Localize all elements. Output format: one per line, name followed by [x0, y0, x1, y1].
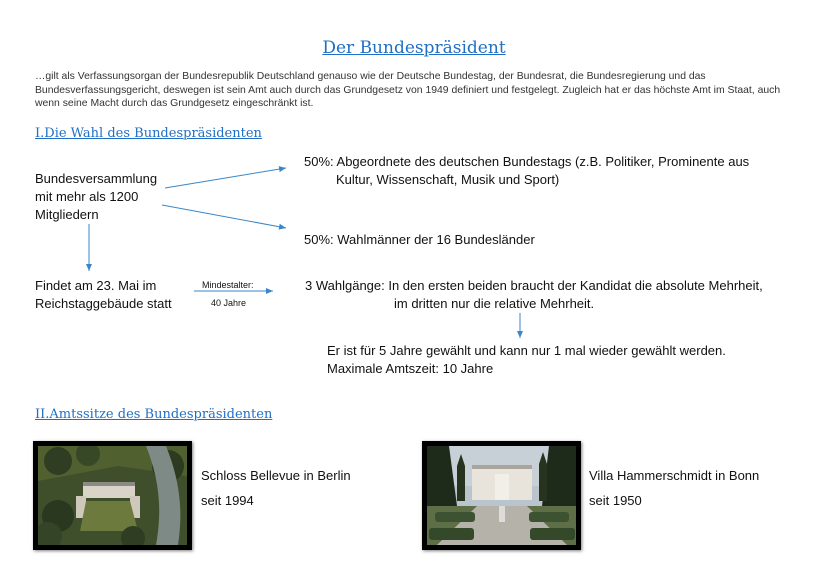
- hammerschmidt-caption: [589, 463, 759, 513]
- venue-line-2: Reichstaggebäude statt: [35, 296, 172, 311]
- assembly-line-3: Mitgliedern: [35, 207, 99, 222]
- half-bundestag-line-1: 50%: Abgeordnete des deutschen Bundestags (z.B. Politiker, Prominente aus: [304, 154, 750, 169]
- min-age-value: 40 Jahre: [211, 298, 247, 308]
- venue-line-1: Findet am 23. Mai im: [35, 278, 157, 293]
- arrow-to-bundestag: [165, 168, 286, 188]
- bellevue-since: seit 1994: [201, 493, 254, 508]
- rounds-line-1: 3 Wahlgänge: In den ersten beiden braucht der Kandidat die absolute Mehrheit,: [305, 278, 763, 293]
- rounds-line-2: im dritten nur die relative Mehrheit.: [394, 296, 595, 311]
- half-bundestag-line-2: Kultur, Wissenschaft, Musik und Sport): [336, 172, 560, 187]
- page-title: Der Bundespräsident: [322, 38, 506, 58]
- term-line-2: Maximale Amtszeit: 10 Jahre: [327, 361, 494, 376]
- intro-paragraph: …gilt als Verfassungsorgan der Bundesrepublik Deutschland genauso wie der Deutsche Bundestag, der Bundesrat, die Bundesregierung und das Bundesverfassungsgericht, deswegen ist sein Amt auch durch das Grundgesetz von 1949 definiert und festgelegt. Zugleich hat er das höchste Amt im Staat, auch wenn seine Macht durch das Grundgesetz eingeschränkt ist.: [35, 71, 781, 109]
- hammerschmidt-photo: [422, 441, 581, 550]
- assembly-line-2: mit mehr als 1200: [35, 189, 139, 204]
- bellevue-photo: [33, 441, 192, 550]
- bellevue-caption: [201, 463, 351, 513]
- section-heading-election: I.Die Wahl des Bundespräsidenten: [35, 126, 262, 141]
- bellevue-name: Schloss Bellevue in Berlin: [201, 468, 351, 483]
- min-age-label: Mindestalter:: [202, 280, 254, 290]
- term-line-1: Er ist für 5 Jahre gewählt und kann nur 1 mal wieder gewählt werden.: [327, 343, 726, 358]
- hammerschmidt-since: seit 1950: [589, 493, 642, 508]
- hammerschmidt-name: Villa Hammerschmidt in Bonn: [589, 468, 760, 483]
- assembly-line-1: Bundesversammlung: [35, 171, 158, 186]
- section-heading-residences: II.Amtssitze des Bundespräsidenten: [35, 407, 273, 422]
- half-laender-text: 50%: Wahlmänner der 16 Bundesländer: [304, 232, 535, 247]
- arrow-to-laender: [162, 205, 286, 228]
